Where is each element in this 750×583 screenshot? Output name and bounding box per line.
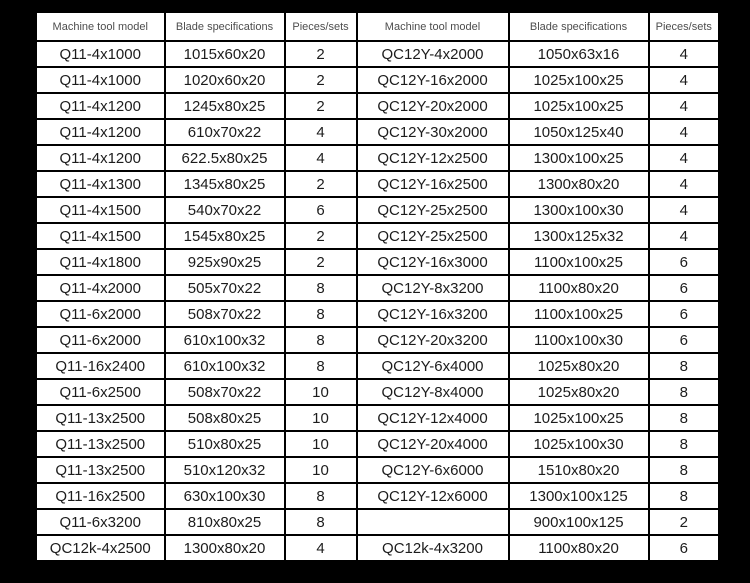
pieces-sets-cell-left: 8 <box>285 483 357 509</box>
blade-spec-cell-right: 1050x125x40 <box>509 119 649 145</box>
blade-spec-cell-left: 810x80x25 <box>165 509 285 535</box>
pieces-sets-cell-left: 2 <box>285 67 357 93</box>
table-row <box>36 379 720 405</box>
pieces-sets-cell-left: 10 <box>285 379 357 405</box>
machine-model-cell-right: QC12Y-30x2000 <box>357 119 509 145</box>
machine-model-cell-left: Q11-6x2000 <box>36 301 165 327</box>
machine-model-cell-left: Q11-4x1200 <box>36 93 165 119</box>
blade-spec-cell-right: 1025x80x20 <box>509 353 649 379</box>
pieces-sets-cell-left: 2 <box>285 41 357 67</box>
pieces-sets-cell-left: 8 <box>285 275 357 301</box>
pieces-sets-cell-right: 8 <box>649 353 720 379</box>
machine-model-cell-left: QC12k-4x2500 <box>36 535 165 562</box>
blade-spec-cell-left: 510x80x25 <box>165 431 285 457</box>
machine-model-cell-left: Q11-16x2400 <box>36 353 165 379</box>
table-row <box>36 405 720 431</box>
blade-spec-cell-left: 1345x80x25 <box>165 171 285 197</box>
pieces-sets-cell-left: 2 <box>285 93 357 119</box>
machine-model-cell-left: Q11-4x1200 <box>36 145 165 171</box>
blade-spec-cell-right: 1300x125x32 <box>509 223 649 249</box>
blade-spec-cell-right: 1300x100x125 <box>509 483 649 509</box>
machine-model-cell-right: QC12Y-16x2500 <box>357 171 509 197</box>
blade-spec-cell-right: 1300x100x25 <box>509 145 649 171</box>
machine-model-cell-left: Q11-6x3200 <box>36 509 165 535</box>
blade-spec-cell-left: 1545x80x25 <box>165 223 285 249</box>
table-row <box>36 249 720 275</box>
pieces-sets-cell-left: 2 <box>285 223 357 249</box>
machine-model-cell-left: Q11-6x2000 <box>36 327 165 353</box>
machine-model-cell-left: Q11-16x2500 <box>36 483 165 509</box>
machine-model-cell-right: QC12Y-12x4000 <box>357 405 509 431</box>
machine-model-cell-right <box>357 509 509 535</box>
header-row <box>36 12 720 42</box>
column-header-right-1: Blade specifications <box>509 12 649 42</box>
blade-spec-cell-right: 1025x100x25 <box>509 405 649 431</box>
column-header-left-0: Machine tool model <box>36 12 165 42</box>
blade-spec-cell-left: 505x70x22 <box>165 275 285 301</box>
table-row <box>36 457 720 483</box>
table-body <box>36 41 720 562</box>
table-row <box>36 431 720 457</box>
machine-model-cell-left: Q11-6x2500 <box>36 379 165 405</box>
pieces-sets-cell-right: 6 <box>649 327 720 353</box>
pieces-sets-cell-left: 2 <box>285 171 357 197</box>
blade-spec-cell-left: 1245x80x25 <box>165 93 285 119</box>
machine-model-cell-right: QC12Y-8x4000 <box>357 379 509 405</box>
column-header-left-2: Pieces/sets <box>285 12 357 42</box>
pieces-sets-cell-right: 4 <box>649 223 720 249</box>
machine-model-cell-left: Q11-4x1000 <box>36 67 165 93</box>
machine-model-cell-right: QC12Y-4x2000 <box>357 41 509 67</box>
pieces-sets-cell-left: 4 <box>285 119 357 145</box>
pieces-sets-cell-right: 8 <box>649 379 720 405</box>
pieces-sets-cell-left: 10 <box>285 457 357 483</box>
machine-model-cell-left: Q11-4x1000 <box>36 41 165 67</box>
machine-model-cell-left: Q11-4x1200 <box>36 119 165 145</box>
pieces-sets-cell-right: 6 <box>649 535 720 562</box>
blade-spec-cell-left: 610x70x22 <box>165 119 285 145</box>
machine-model-cell-right: QC12Y-16x3200 <box>357 301 509 327</box>
pieces-sets-cell-left: 8 <box>285 327 357 353</box>
blade-spec-cell-left: 610x100x32 <box>165 327 285 353</box>
machine-model-cell-right: QC12Y-12x6000 <box>357 483 509 509</box>
machine-model-cell-right: QC12Y-16x2000 <box>357 67 509 93</box>
blade-spec-cell-right: 1025x80x20 <box>509 379 649 405</box>
blade-spec-cell-right: 1100x100x25 <box>509 249 649 275</box>
blade-spec-cell-left: 1015x60x20 <box>165 41 285 67</box>
pieces-sets-cell-left: 6 <box>285 197 357 223</box>
pieces-sets-cell-right: 8 <box>649 483 720 509</box>
blade-spec-cell-left: 610x100x32 <box>165 353 285 379</box>
pieces-sets-cell-right: 6 <box>649 275 720 301</box>
pieces-sets-cell-left: 8 <box>285 509 357 535</box>
pieces-sets-cell-right: 4 <box>649 145 720 171</box>
machine-model-cell-right: QC12Y-25x2500 <box>357 197 509 223</box>
blade-spec-cell-left: 925x90x25 <box>165 249 285 275</box>
blade-spec-cell-right: 1025x100x25 <box>509 93 649 119</box>
pieces-sets-cell-left: 8 <box>285 353 357 379</box>
blade-spec-cell-left: 508x70x22 <box>165 379 285 405</box>
machine-model-cell-right: QC12Y-6x6000 <box>357 457 509 483</box>
machine-model-cell-right: QC12Y-8x3200 <box>357 275 509 301</box>
machine-model-cell-left: Q11-4x1500 <box>36 197 165 223</box>
table-row <box>36 197 720 223</box>
machine-model-cell-right: QC12k-4x3200 <box>357 535 509 562</box>
machine-model-cell-left: Q11-4x1500 <box>36 223 165 249</box>
pieces-sets-cell-left: 2 <box>285 249 357 275</box>
blade-spec-cell-right: 1100x100x25 <box>509 301 649 327</box>
pieces-sets-cell-left: 4 <box>285 145 357 171</box>
machine-model-cell-right: QC12Y-12x2500 <box>357 145 509 171</box>
table-row <box>36 67 720 93</box>
table-row <box>36 327 720 353</box>
blade-spec-cell-right: 1100x80x20 <box>509 275 649 301</box>
column-header-left-1: Blade specifications <box>165 12 285 42</box>
table-row <box>36 171 720 197</box>
pieces-sets-cell-right: 4 <box>649 171 720 197</box>
pieces-sets-cell-right: 4 <box>649 93 720 119</box>
blade-spec-cell-right: 1100x100x30 <box>509 327 649 353</box>
table-row <box>36 41 720 67</box>
machine-model-cell-left: Q11-13x2500 <box>36 431 165 457</box>
table-row <box>36 119 720 145</box>
blade-spec-cell-right: 1050x63x16 <box>509 41 649 67</box>
blade-spec-cell-right: 1025x100x30 <box>509 431 649 457</box>
machine-model-cell-right: QC12Y-16x3000 <box>357 249 509 275</box>
pieces-sets-cell-right: 4 <box>649 41 720 67</box>
pieces-sets-cell-right: 8 <box>649 457 720 483</box>
blade-spec-cell-left: 508x70x22 <box>165 301 285 327</box>
table-row <box>36 275 720 301</box>
pieces-sets-cell-right: 8 <box>649 431 720 457</box>
pieces-sets-cell-right: 2 <box>649 509 720 535</box>
blade-spec-table <box>34 10 721 563</box>
pieces-sets-cell-right: 4 <box>649 197 720 223</box>
blade-spec-cell-left: 622.5x80x25 <box>165 145 285 171</box>
blade-spec-cell-left: 1020x60x20 <box>165 67 285 93</box>
blade-spec-cell-right: 1025x100x25 <box>509 67 649 93</box>
machine-model-cell-right: QC12Y-25x2500 <box>357 223 509 249</box>
machine-model-cell-right: QC12Y-6x4000 <box>357 353 509 379</box>
blade-spec-cell-left: 540x70x22 <box>165 197 285 223</box>
column-header-right-0: Machine tool model <box>357 12 509 42</box>
machine-model-cell-left: Q11-4x2000 <box>36 275 165 301</box>
blade-spec-cell-right: 900x100x125 <box>509 509 649 535</box>
table-row <box>36 353 720 379</box>
machine-model-cell-right: QC12Y-20x4000 <box>357 431 509 457</box>
pieces-sets-cell-right: 6 <box>649 249 720 275</box>
table-row <box>36 223 720 249</box>
pieces-sets-cell-left: 8 <box>285 301 357 327</box>
table-row <box>36 145 720 171</box>
pieces-sets-cell-left: 4 <box>285 535 357 562</box>
blade-spec-cell-left: 508x80x25 <box>165 405 285 431</box>
blade-spec-cell-right: 1510x80x20 <box>509 457 649 483</box>
machine-model-cell-left: Q11-13x2500 <box>36 457 165 483</box>
machine-model-cell-right: QC12Y-20x2000 <box>357 93 509 119</box>
pieces-sets-cell-left: 10 <box>285 431 357 457</box>
blade-spec-cell-right: 1100x80x20 <box>509 535 649 562</box>
machine-model-cell-left: Q11-4x1800 <box>36 249 165 275</box>
machine-model-cell-right: QC12Y-20x3200 <box>357 327 509 353</box>
table-row <box>36 483 720 509</box>
blade-spec-cell-left: 510x120x32 <box>165 457 285 483</box>
table-row <box>36 509 720 535</box>
blade-spec-cell-right: 1300x100x30 <box>509 197 649 223</box>
pieces-sets-cell-left: 10 <box>285 405 357 431</box>
table-header <box>36 12 720 42</box>
pieces-sets-cell-right: 8 <box>649 405 720 431</box>
table-row <box>36 301 720 327</box>
blade-spec-cell-right: 1300x80x20 <box>509 171 649 197</box>
machine-model-cell-left: Q11-4x1300 <box>36 171 165 197</box>
table-row <box>36 93 720 119</box>
column-header-right-2: Pieces/sets <box>649 12 720 42</box>
blade-spec-cell-left: 630x100x30 <box>165 483 285 509</box>
pieces-sets-cell-right: 6 <box>649 301 720 327</box>
table-row <box>36 535 720 562</box>
machine-model-cell-left: Q11-13x2500 <box>36 405 165 431</box>
pieces-sets-cell-right: 4 <box>649 119 720 145</box>
blade-spec-cell-left: 1300x80x20 <box>165 535 285 562</box>
pieces-sets-cell-right: 4 <box>649 67 720 93</box>
